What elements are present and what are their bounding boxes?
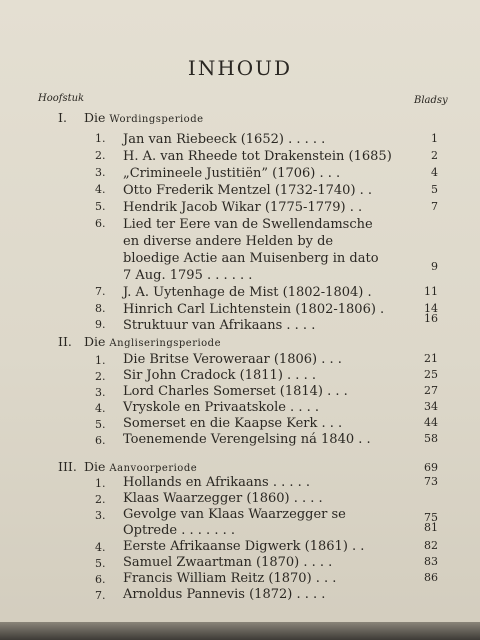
entry-page: 81	[424, 521, 438, 534]
section-label: Wordingsperiode	[109, 114, 204, 125]
entry-title: „Crimineele Justitiën” (1706) . . .	[123, 166, 341, 181]
entry-title: Toenemende Verengelsing ná 1840 . .	[123, 432, 371, 447]
entry-page: 11	[424, 285, 438, 298]
toc-entry	[0, 384, 480, 401]
entry-title: Sir John Cradock (1811) . . . .	[123, 368, 316, 383]
entry-title-line: bloedige Actie aan Muisenberg in dato	[123, 251, 379, 266]
entry-title: Francis William Reitz (1870) . . .	[123, 571, 337, 586]
toc-entry	[0, 587, 480, 604]
section-die: Die	[84, 459, 106, 474]
entry-page: 5	[431, 183, 438, 196]
entry-page: 16	[424, 312, 438, 325]
entry-title: Hendrik Jacob Wikar (1775-1779) . .	[123, 200, 363, 215]
toc-entry	[0, 539, 480, 556]
entry-title: J. A. Uytenhage de Mist (1802-1804) .	[123, 285, 372, 300]
toc-entry	[0, 571, 480, 588]
section-heading	[58, 110, 204, 125]
entry-number: 1.	[95, 132, 106, 145]
entry-page: 7	[431, 200, 438, 213]
chapter-column-header: Hoofstuk	[38, 93, 85, 104]
entry-title: Jan van Riebeeck (1652) . . . . .	[123, 132, 326, 147]
entry-number: 6.	[95, 217, 106, 230]
entry-number: 1.	[95, 477, 106, 490]
toc-entry	[0, 368, 480, 385]
entry-page: 82	[424, 539, 438, 552]
entry-title: H. A. van Rheede tot Drakenstein (1685)	[123, 149, 392, 164]
entry-number: 3.	[95, 166, 106, 179]
entry-page: 27	[424, 384, 438, 397]
section-label: Aanvoorperiode	[109, 463, 198, 474]
entry-number: 4.	[95, 183, 106, 196]
entry-title: Struktuur van Afrikaans . . . .	[123, 318, 316, 333]
toc-entry	[0, 166, 480, 183]
entry-title: Otto Frederik Mentzel (1732-1740) . .	[123, 183, 373, 198]
entry-number: 5.	[95, 200, 106, 213]
entry-title-line: 7 Aug. 1795 . . . . . .	[123, 268, 253, 283]
entry-page: 83	[424, 555, 438, 568]
entry-page: 14	[424, 302, 438, 315]
entry-number: 5.	[95, 557, 106, 570]
entry-title: Die Britse Veroweraar (1806) . . .	[123, 352, 342, 367]
entry-page: 86	[424, 571, 438, 584]
page-title: INHOUD	[187, 56, 293, 80]
entry-number: 1.	[95, 354, 106, 367]
toc-entry	[0, 475, 480, 492]
entry-number: 8.	[95, 302, 106, 315]
entry-number: 9.	[95, 318, 106, 331]
toc-entry	[0, 400, 480, 417]
entry-page: 1	[431, 132, 438, 145]
section-numeral: III.	[58, 459, 77, 474]
entry-number: 6.	[95, 434, 106, 447]
entry-page: 44	[424, 416, 438, 429]
toc-entry	[0, 491, 480, 508]
entry-title: Arnoldus Pannevis (1872) . . . .	[123, 587, 326, 602]
entry-number: 3.	[95, 509, 106, 522]
entry-number: 7.	[95, 285, 106, 298]
entry-number: 2.	[95, 493, 106, 506]
entry-page: 2	[431, 149, 438, 162]
toc-entry-multiline	[0, 507, 480, 524]
entry-title: Lord Charles Somerset (1814) . . .	[123, 384, 348, 399]
toc-entry	[0, 285, 480, 302]
entry-title-line: en diverse andere Helden by de	[123, 234, 334, 249]
entry-title-line: Gevolge van Klaas Waarzegger se	[123, 507, 346, 522]
entry-number: 3.	[95, 386, 106, 399]
entry-page: 21	[424, 352, 438, 365]
section-heading	[58, 334, 221, 349]
entry-page: 25	[424, 368, 438, 381]
page-column-header: Bladsy	[414, 95, 448, 106]
entry-page: 75	[424, 511, 438, 524]
toc-entry	[0, 149, 480, 166]
toc-entry	[0, 416, 480, 433]
toc-entry	[0, 432, 480, 449]
page-bottom-edge	[0, 622, 480, 640]
entry-title: Somerset en die Kaapse Kerk . . .	[123, 416, 343, 431]
entry-title-line: Lied ter Eere van de Swellendamsche	[123, 217, 373, 232]
toc-entry	[0, 352, 480, 369]
entry-title: Hollands en Afrikaans . . . . .	[123, 475, 311, 490]
section-numeral: II.	[58, 334, 72, 349]
entry-title: Samuel Zwaartman (1870) . . . .	[123, 555, 333, 570]
section-heading	[58, 459, 197, 474]
entry-page: 4	[431, 166, 438, 179]
entry-number: 4.	[95, 541, 106, 554]
entry-title: Vryskole en Privaatskole . . . .	[123, 400, 319, 415]
entry-page: 34	[424, 400, 438, 413]
entry-number: 6.	[95, 573, 106, 586]
entry-title: Klaas Waarzegger (1860) . . . .	[123, 491, 323, 506]
section-die: Die	[84, 334, 106, 349]
toc-entry	[0, 555, 480, 572]
entry-page: 73	[424, 475, 438, 488]
section-die: Die	[84, 110, 106, 125]
entry-number: 2.	[95, 370, 106, 383]
toc-entry	[0, 132, 480, 149]
entry-title-line: Optrede . . . . . . .	[123, 523, 235, 538]
entry-page: 9	[431, 260, 438, 273]
entry-page: 58	[424, 432, 438, 445]
entry-number: 4.	[95, 402, 106, 415]
section-label: Angliseringsperiode	[109, 338, 222, 349]
toc-entry	[0, 312, 480, 333]
entry-number: 2.	[95, 149, 106, 162]
toc-entry	[0, 183, 480, 200]
toc-entry	[0, 200, 480, 217]
toc-entry-multiline	[0, 217, 480, 234]
section-page: 69	[424, 461, 438, 474]
entry-title: Eerste Afrikaanse Digwerk (1861) . .	[123, 539, 365, 554]
section-numeral: I.	[58, 110, 67, 125]
entry-number: 5.	[95, 418, 106, 431]
entry-title: Hinrich Carl Lichtenstein (1802-1806) .	[123, 302, 385, 317]
entry-number: 7.	[95, 589, 106, 602]
